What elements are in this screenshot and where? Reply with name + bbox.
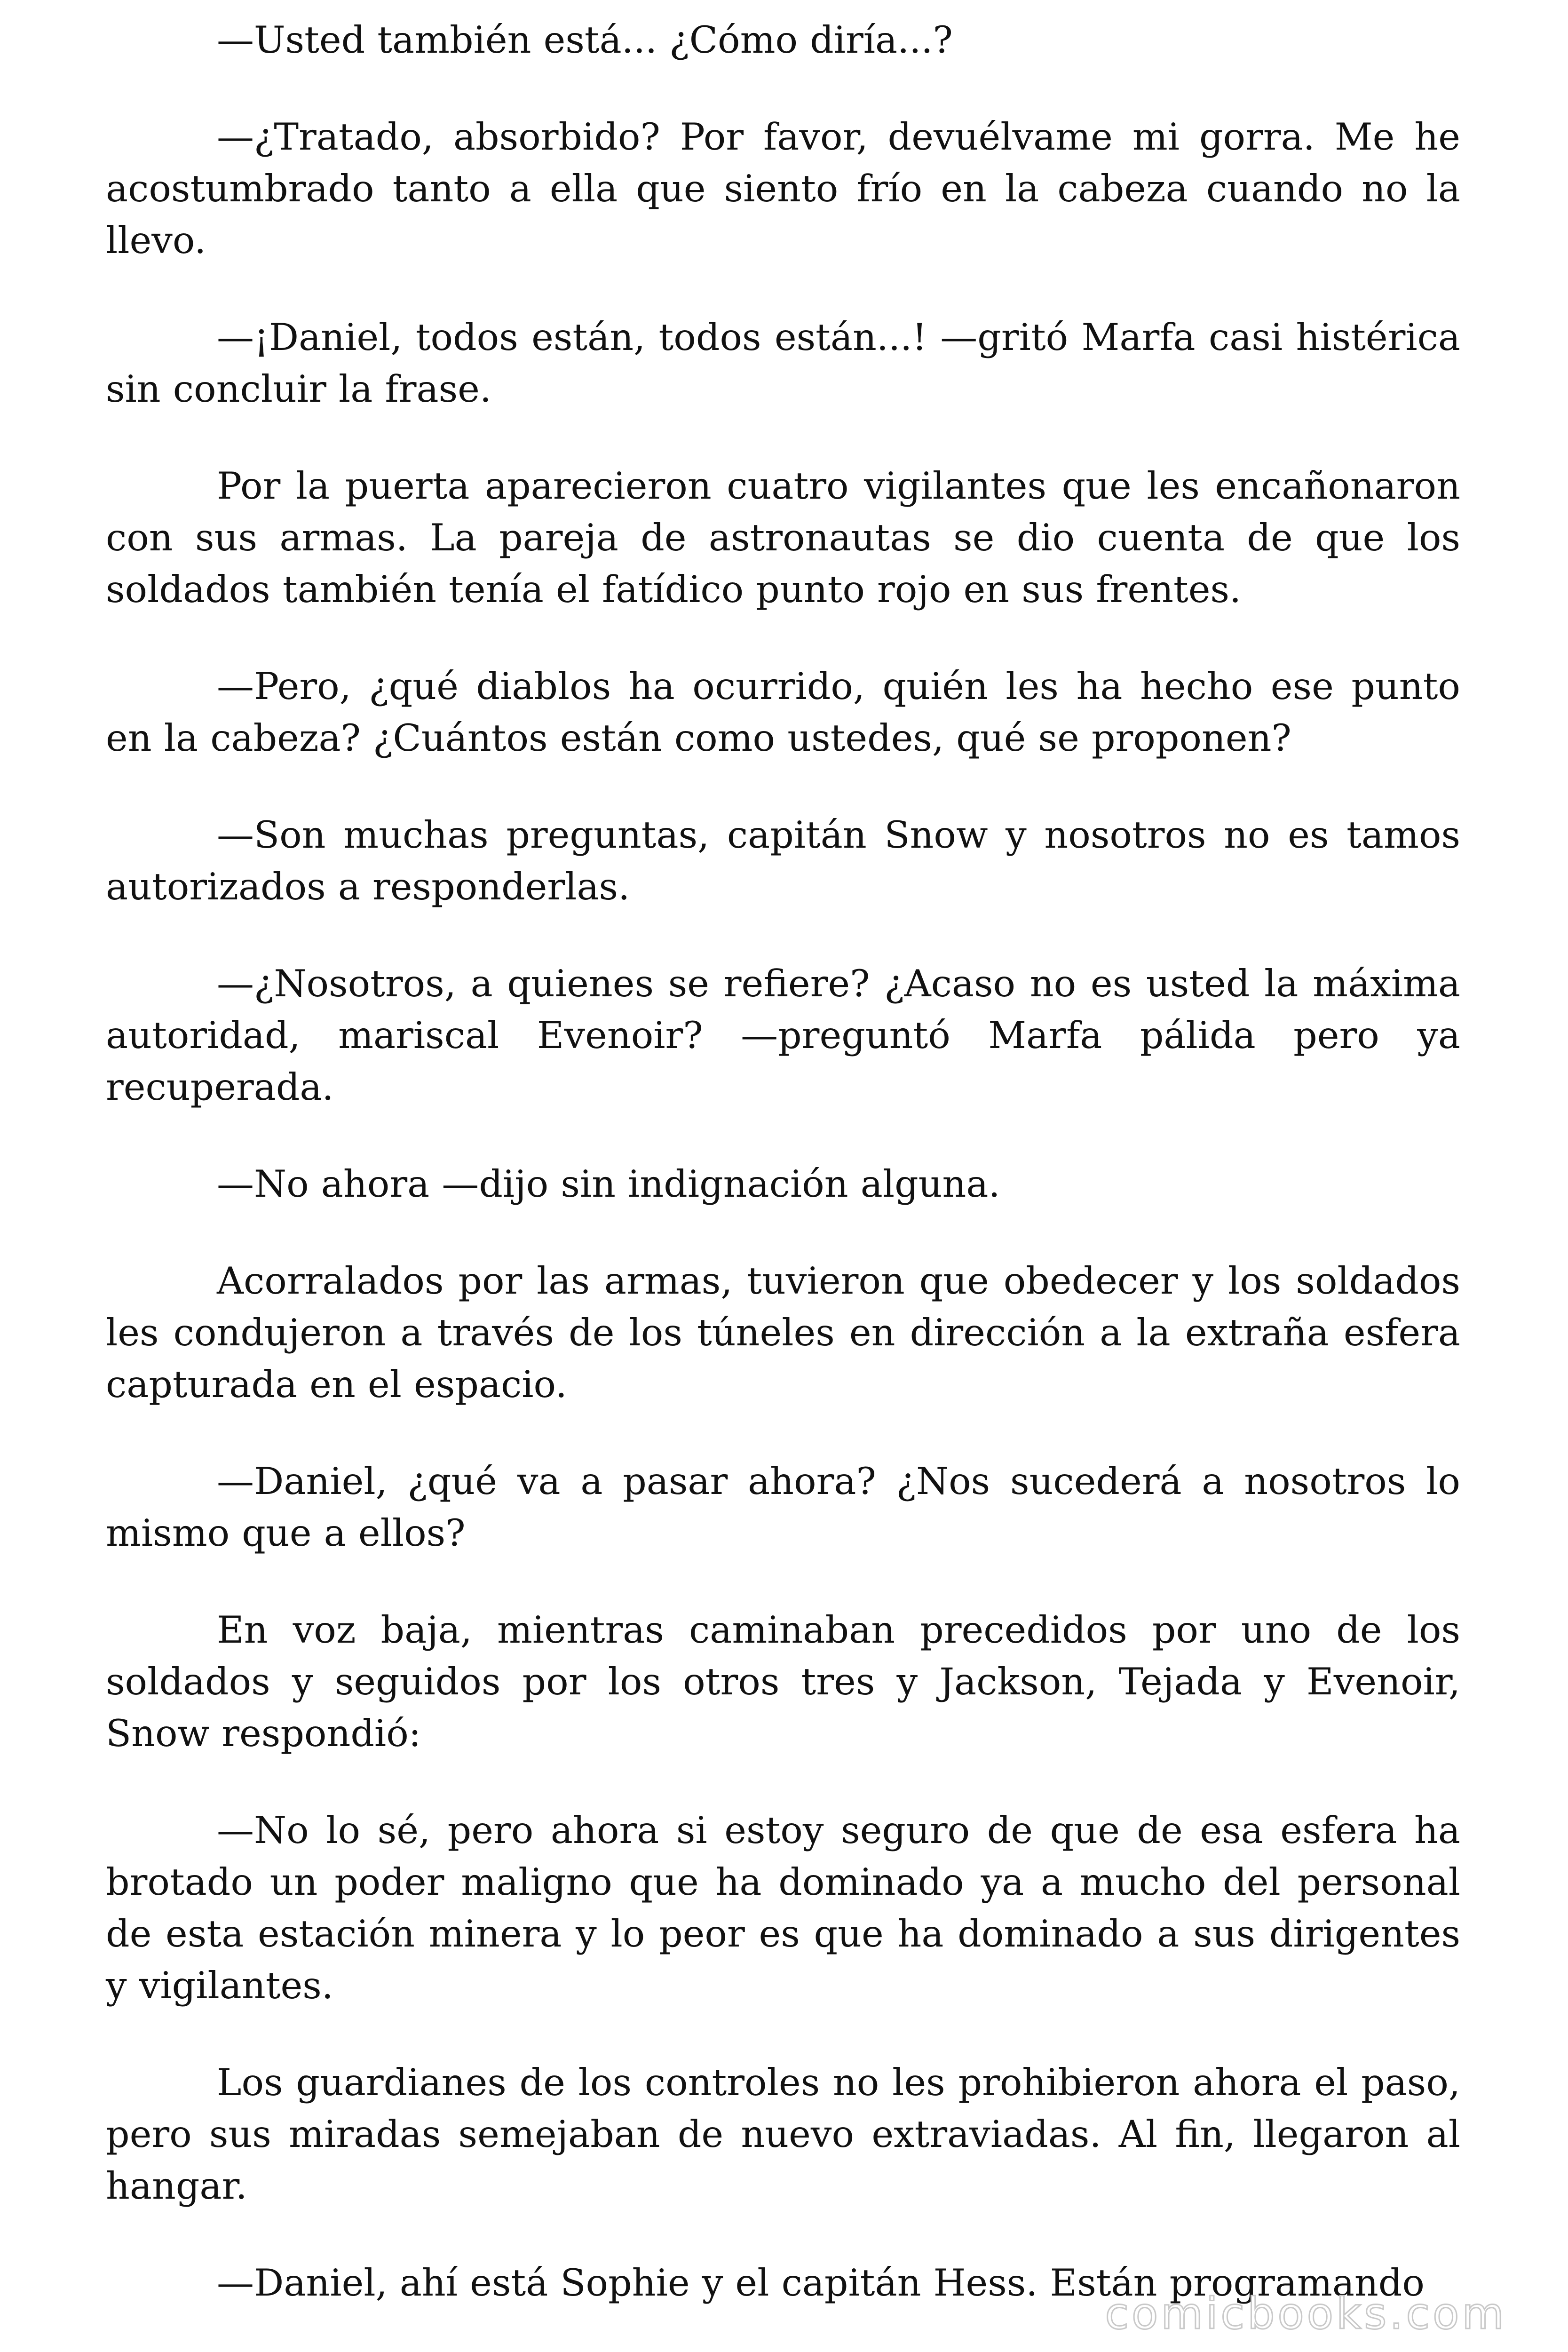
paragraph-4: Por la puerta aparecieron cuatro vigilantes que les encañonaron con sus armas. La pareja de astronautas se dio cuenta de que los soldados también tenía el fatídico punto rojo en sus frentes. xyxy=(106,464,1460,611)
watermark: comicbooks.com xyxy=(1105,2288,1507,2339)
paragraph-14: —Daniel, ahí está Sophie y el capitán Hess. Están programando xyxy=(217,2261,1425,2304)
paragraph-7: —¿Nosotros, a quienes se refiere? ¿Acaso no es usted la máxima autoridad, mariscal Evenoir? —preguntó Marfa pálida pero ya recuperada. xyxy=(106,962,1460,1109)
paragraph-13: Los guardianes de los controles no les prohibieron ahora el paso, pero sus miradas semejaban de nuevo extraviadas. Al fin, llegaron al hangar. xyxy=(106,2061,1460,2208)
paragraph-1: —Usted también está... ¿Cómo diría...? xyxy=(217,18,953,62)
paragraph-8: —No ahora —dijo sin indignación alguna. xyxy=(217,1162,1000,1206)
paragraph-10: —Daniel, ¿qué va a pasar ahora? ¿Nos sucederá a nosotros lo mismo que a ellos? xyxy=(106,1460,1460,1555)
paragraph-2: —¿Tratado, absorbido? Por favor, devuélvame mi gorra. Me he acostumbrado tanto a ella que siento frío en la cabeza cuando no la llevo. xyxy=(106,115,1460,262)
book-page xyxy=(106,14,1460,2309)
paragraph-9: Acorralados por las armas, tuvieron que obedecer y los soldados les condujeron a través de los túneles en dirección a la extraña esfera capturada en el espacio. xyxy=(106,1259,1460,1406)
paragraph-12: —No lo sé, pero ahora si estoy seguro de que de esa esfera ha brotado un poder maligno que ha dominado ya a mucho del personal de esta estación minera y lo peor es que ha dominado a sus dirigentes y vigilantes. xyxy=(106,1809,1460,2007)
paragraph-11: En voz baja, mientras caminaban precedidos por uno de los soldados y seguidos por los otros tres y Jackson, Tejada y Evenoir, Snow respondió: xyxy=(106,1608,1460,1755)
paragraph-5: —Pero, ¿qué diablos ha ocurrido, quién les ha hecho ese punto en la cabeza? ¿Cuántos están como ustedes, qué se proponen? xyxy=(106,665,1460,760)
paragraph-6: —Son muchas preguntas, capitán Snow y nosotros no es tamos autorizados a responderlas. xyxy=(106,813,1460,908)
paragraph-3: —¡Daniel, todos están, todos están...! —gritó Marfa casi histérica sin concluir la frase. xyxy=(106,316,1460,411)
